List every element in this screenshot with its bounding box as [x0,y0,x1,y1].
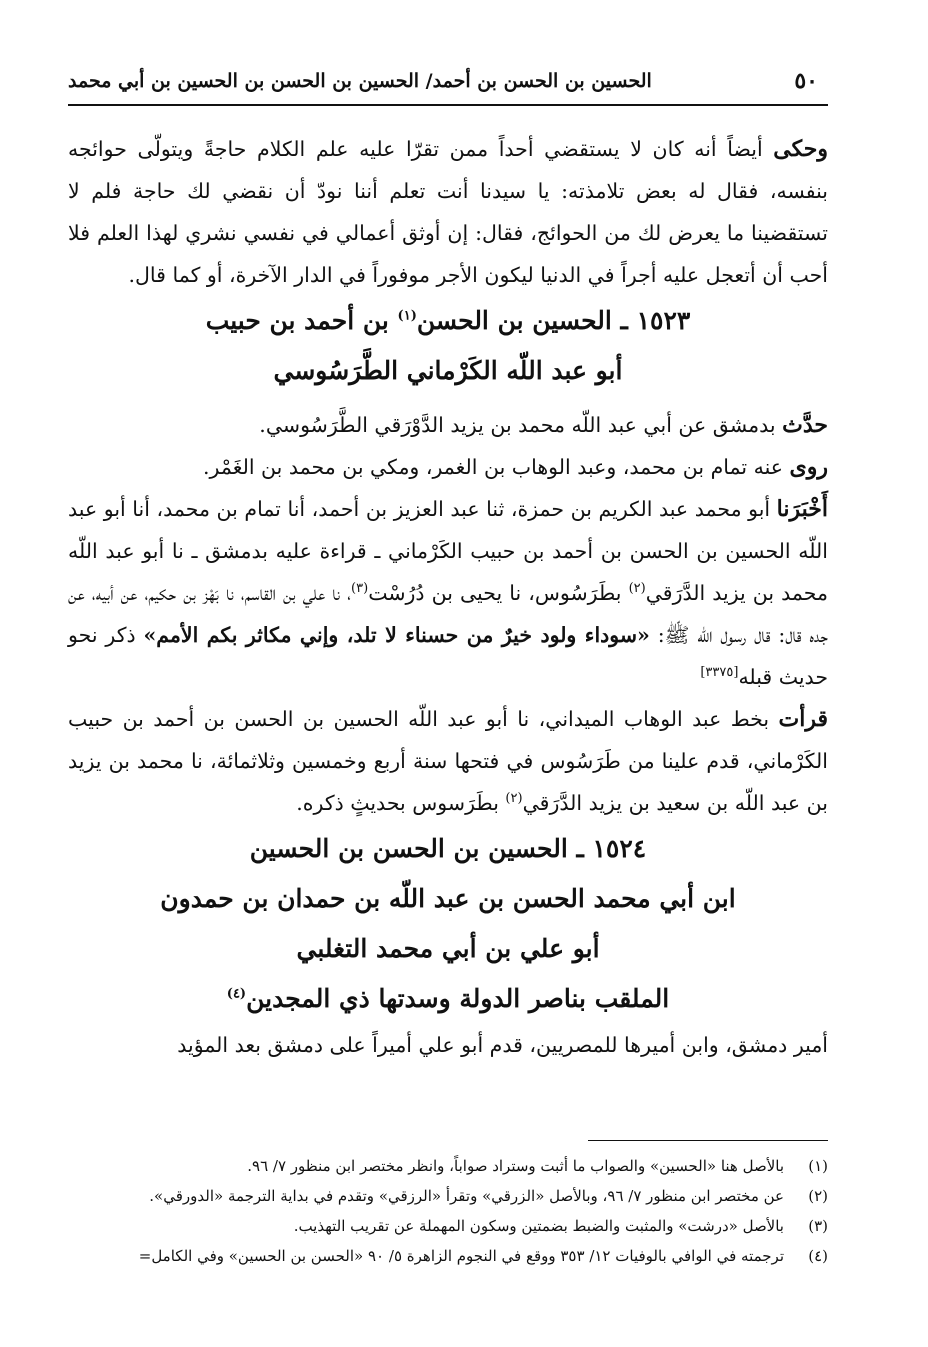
footnote-number: (١) [808,1157,828,1175]
paragraph-lead-word: وحكى [773,136,828,162]
paragraph-text: ذكر نحو حديث قبله [68,623,828,689]
paragraph-lead-word: أَخْبَرَنا [776,496,828,522]
hadith-number: [٣٣٧٥] [700,665,739,681]
entry-1523-paragraph-2 [68,446,828,488]
paragraph-text: بخط عبد الوهاب الميداني، نا أبو عبد اللّه الحسين بن الحسن بن أحمد بن حبيب الكَرْماني، قدم علينا من طَرَسُوس في فتحها سنة أربع وخمسين وثلاثمائة، نا محمد بن يزيد بن عبد اللّه بن سعيد بن يزيد الدَّرَقي [68,707,828,815]
paragraph-text: أبو محمد عبد الكريم بن حمزة، ثنا عبد العزيز بن أحمد، أنا تمام بن محمد، أنا أبو عبد اللّه الحسين بن الحسن بن أحمد بن حبيب الكَرْماني ـ قراءة عليه بدمشق ـ نا أبو عبد اللّه محمد بن يزيد الدَّرَقي [68,497,829,605]
footnote-3 [68,1211,828,1241]
page-header [68,62,828,104]
footnote-1 [68,1151,828,1181]
entry-1524-heading-lineage: ابن أبي محمد الحسن بن عبد اللّه بن حمدان بن حمدون [160,884,736,913]
footnote-4 [68,1241,828,1271]
footnote-ref[interactable]: (٣) [351,581,369,597]
paragraph-text: بدمشق عن أبي عبد اللّه محمد بن يزيد الدَّوْرَقي الطَّرَسُوسي. [259,413,783,437]
spacer [68,396,828,404]
entry-1524-heading-title [68,974,828,1024]
footnote-ref[interactable]: (٤) [226,986,247,1002]
footnotes [68,1151,828,1271]
footnote-number: (٣) [808,1217,828,1235]
paragraph-text: بطَرَسوس بحديثٍ ذكره. [296,791,506,815]
entry-1524-heading-kunya: أبو علي بن أبي محمد التغلبي [296,934,600,963]
main-text [68,128,828,1066]
entry-1523-paragraph-4 [68,698,828,824]
footnote-ref[interactable]: (١) [397,308,417,324]
heading-text: بن أحمد بن حبيب [205,306,398,335]
footnote-number: (٤) [808,1247,828,1265]
intro-paragraph [68,128,828,296]
hadith-quote: «سوداء ولود خيرٌ من حسناء لا تلد، وإني مكاثر بكم الأمم» [143,623,650,647]
footnote-number: (٢) [808,1187,828,1205]
footnote-text: بالأصل هنا «الحسين» والصواب ما أثبت وستراد صواباً، وانظر مختصر ابن منظور ٧/ ٩٦. [247,1157,784,1175]
footnote-2 [68,1181,828,1211]
footnote-text: ترجمته في الوافي بالوفيات ١٢/ ٣٥٣ ووقع في النجوم الزاهرة ٥/ ٩٠ «الحسن بن الحسين» وفي الكامل= [138,1247,784,1265]
heading-text: ١٥٢٣ ـ الحسين بن الحسن [416,306,691,335]
entry-1523-paragraph-1 [68,404,828,446]
running-title: الحسين بن الحسن بن أحمد/ الحسين بن الحسن بن الحسين بن أبي محمد [68,70,652,92]
paragraph-lead-word: روى [789,454,828,480]
footnote-text: عن مختصر ابن منظور ٧/ ٩٦، وبالأصل «الزرقي» وتقرأ «الرزقي» وتقدم في بداية الترجمة «الدورقي». [149,1187,784,1205]
heading-text: الملقب بناصر الدولة وسدتها ذي المجدين [246,984,670,1013]
paragraph-lead-word: حدَّث [782,412,828,438]
entry-1523-heading-name [68,296,828,346]
footnote-separator [588,1140,828,1141]
entry-1524-paragraph-1: أمير دمشق، وابن أميرها للمصريين، قدم أبو علي أميراً على دمشق بعد المؤيد [177,1033,828,1057]
footnote-ref[interactable]: (٢) [505,791,523,807]
paragraph-text: بطَرَسُوس، نا يحيى بن دُرُسْت [368,581,629,605]
page-number: ٥٠ [794,68,818,94]
paragraph-lead-word: قرأت [778,706,828,732]
footnote-text: بالأصل «درشت» والمثبت والضبط بضمتين وسكون المهملة عن تقريب التهذيب. [293,1217,784,1235]
paragraph-text: عنه تمام بن محمد، وعبد الوهاب بن الغمر، ومكي بن محمد بن الغَمْر. [203,455,790,479]
header-rule [68,104,828,106]
paragraph-text: أيضاً أنه كان لا يستقضي أحداً ممن تقرّا عليه علم الكلام حاجةً ويتولّى حوائجه بنفسه، فقال له بعض تلامذته: يا سيدنا أنت تعلم أننا نودّ أن نقضي لك حاجة فلم لا تستقضينا ما يعرض لك من الحوائج، فقال: إن أوثق أعمالي في نفسي نشري لهذا العلم فلا أحب أن أتعجل عليه أجراً في الدنيا ليكون الأجر موفوراً في الدار الآخرة، أو كما قال. [68,137,828,287]
footnote-ref[interactable]: (٢) [628,581,646,597]
paragraph-text: ، نا علي بن القاسم، نا بَهْز بن حكيم، عن أبيه، عن جده قال: قال رسول الله ﷺ: [68,581,828,647]
entry-1523-paragraph-3 [68,488,828,698]
entry-1523-heading-kunya: أبو عبد اللّه الكَرْماني الطَّرَسُوسي [273,356,623,385]
entry-1524-heading-name: ١٥٢٤ ـ الحسين بن الحسن بن الحسين [249,834,647,863]
